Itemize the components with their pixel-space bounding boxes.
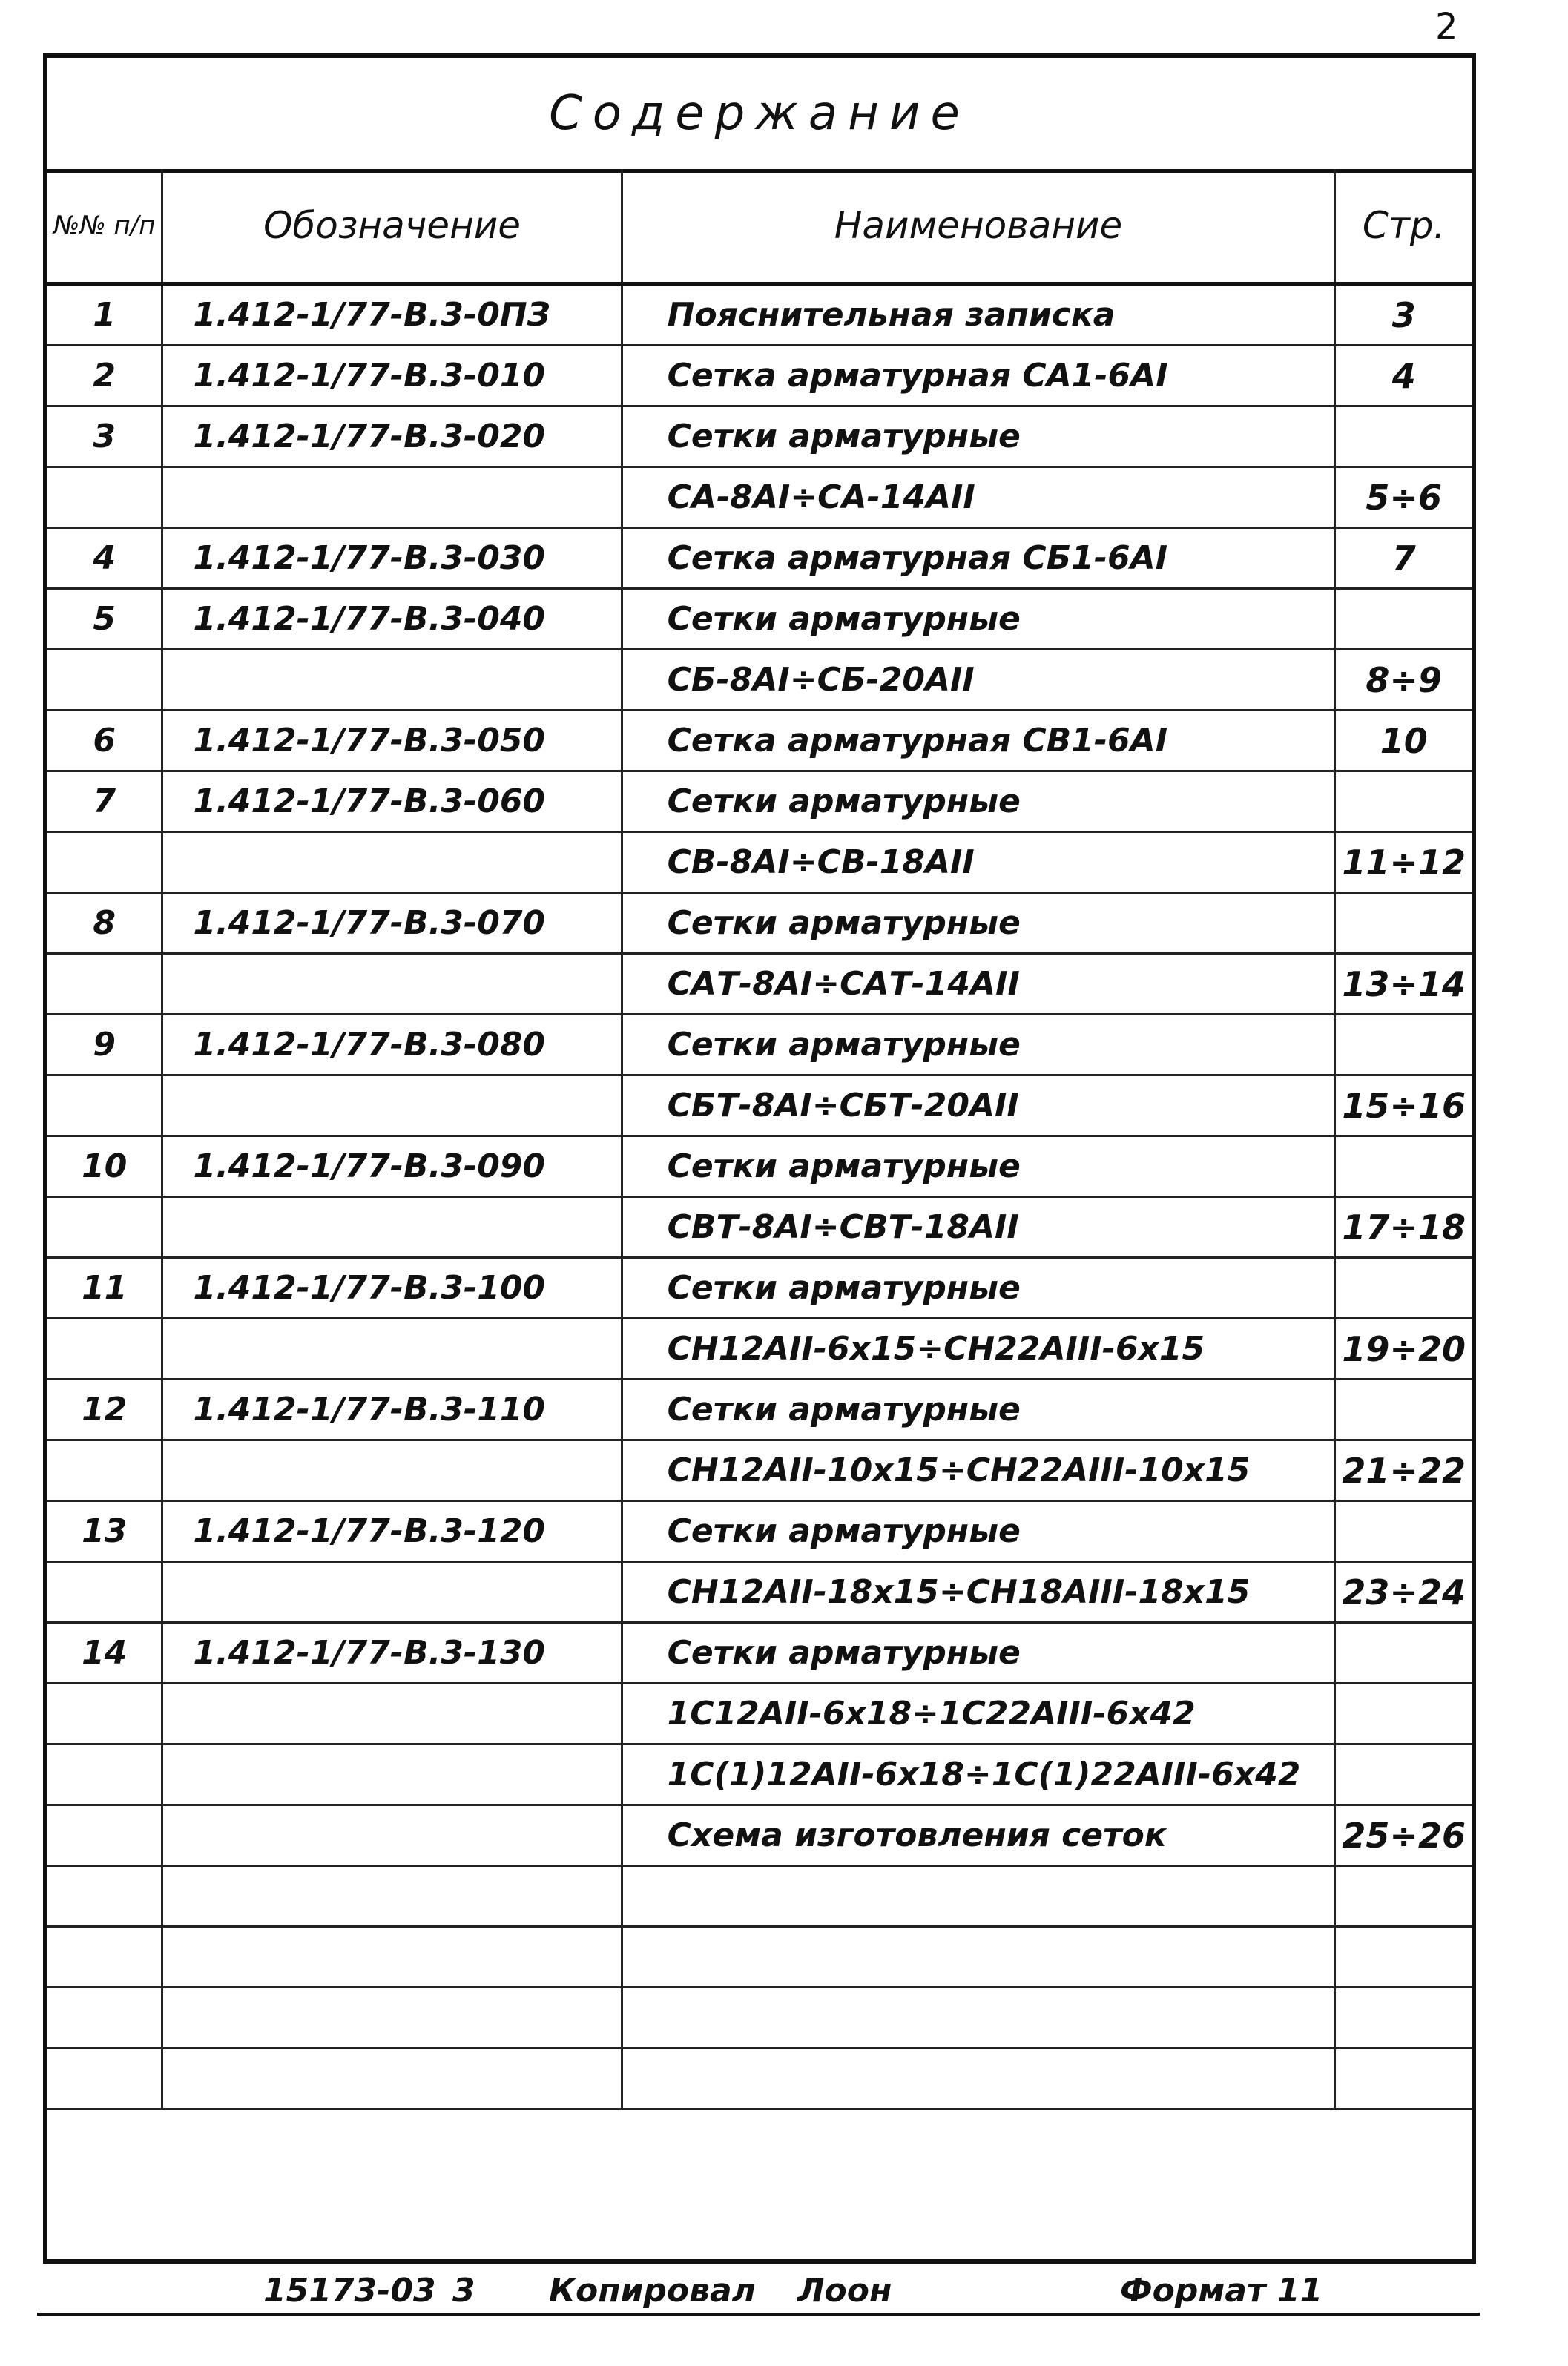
row-number: 7	[47, 771, 162, 832]
table-row	[47, 1805, 1472, 1866]
row-designation: 1.412-1/77-В.3-040	[162, 589, 622, 650]
row-number	[47, 1197, 162, 1258]
row-page	[1335, 1684, 1472, 1744]
row-number: 12	[47, 1380, 162, 1440]
row-designation	[162, 1197, 622, 1258]
row-page: 11÷12	[1335, 832, 1472, 893]
contents-table	[47, 169, 1472, 2110]
row-designation	[162, 954, 622, 1015]
row-number	[47, 1075, 162, 1136]
table-row	[47, 1866, 1472, 1927]
table-row	[47, 1319, 1472, 1380]
row-name: Схема изготовления сеток	[622, 1805, 1335, 1866]
row-designation: 1.412-1/77-В.3-0ПЗ	[162, 284, 622, 346]
row-designation	[162, 832, 622, 893]
table-row	[47, 346, 1472, 406]
table-row	[47, 1380, 1472, 1440]
row-number	[47, 650, 162, 711]
footer-order-number: 15173-03	[263, 2271, 436, 2310]
row-number	[47, 1562, 162, 1623]
table-row	[47, 1440, 1472, 1501]
row-number	[47, 1988, 162, 2049]
row-number	[47, 1684, 162, 1744]
row-page: 10	[1335, 711, 1472, 771]
row-designation: 1.412-1/77-В.3-070	[162, 893, 622, 954]
row-number	[47, 832, 162, 893]
footer-underline	[37, 2313, 1480, 2316]
table-row	[47, 954, 1472, 1015]
row-page: 13÷14	[1335, 954, 1472, 1015]
row-name: Сетка арматурная СБ1-6АI	[622, 528, 1335, 589]
row-name: 1С12АII-6х18÷1С22АIII-6х42	[622, 1684, 1335, 1744]
row-name: СБ-8АI÷СБ-20АII	[622, 650, 1335, 711]
row-number: 10	[47, 1136, 162, 1197]
row-name	[622, 1866, 1335, 1927]
row-designation: 1.412-1/77-В.3-020	[162, 406, 622, 467]
row-designation	[162, 1927, 622, 1988]
row-number	[47, 2049, 162, 2109]
row-designation: 1.412-1/77-В.3-080	[162, 1015, 622, 1075]
row-page	[1335, 1927, 1472, 1988]
contents-body	[47, 284, 1472, 2109]
table-row	[47, 1562, 1472, 1623]
table-row	[47, 467, 1472, 528]
row-designation: 1.412-1/77-В.3-030	[162, 528, 622, 589]
table-row	[47, 2049, 1472, 2109]
table-row	[47, 1075, 1472, 1136]
table-row	[47, 893, 1472, 954]
row-number	[47, 1744, 162, 1805]
row-designation: 1.412-1/77-В.3-090	[162, 1136, 622, 1197]
row-designation	[162, 1319, 622, 1380]
row-page	[1335, 1988, 1472, 2049]
table-row	[47, 711, 1472, 771]
row-name: Сетка арматурная СА1-6АI	[622, 346, 1335, 406]
header-designation: Обозначение	[162, 169, 622, 284]
row-page	[1335, 1744, 1472, 1805]
row-number: 3	[47, 406, 162, 467]
row-page: 7	[1335, 528, 1472, 589]
table-row	[47, 1015, 1472, 1075]
table-row	[47, 1197, 1472, 1258]
page-number: 2	[1435, 6, 1458, 47]
row-name: Сетки арматурные	[622, 589, 1335, 650]
row-page: 23÷24	[1335, 1562, 1472, 1623]
row-page	[1335, 406, 1472, 467]
footer-copier-name: Лоон	[797, 2271, 892, 2310]
row-designation: 1.412-1/77-В.3-010	[162, 346, 622, 406]
row-designation: 1.412-1/77-В.3-060	[162, 771, 622, 832]
row-designation	[162, 2049, 622, 2109]
document-title: Содержание	[47, 58, 1472, 173]
table-row	[47, 406, 1472, 467]
row-number: 8	[47, 893, 162, 954]
row-designation	[162, 1562, 622, 1623]
row-name: СВТ-8АI÷СВТ-18АII	[622, 1197, 1335, 1258]
row-name: Сетки арматурные	[622, 1380, 1335, 1440]
row-number: 5	[47, 589, 162, 650]
table-row	[47, 1501, 1472, 1562]
row-page: 21÷22	[1335, 1440, 1472, 1501]
table-row	[47, 1258, 1472, 1319]
footer-format: Формат 11	[1120, 2271, 1323, 2310]
row-page	[1335, 893, 1472, 954]
table-row	[47, 771, 1472, 832]
row-page	[1335, 1866, 1472, 1927]
row-designation	[162, 1988, 622, 2049]
row-page	[1335, 1136, 1472, 1197]
row-page	[1335, 589, 1472, 650]
table-row	[47, 1623, 1472, 1684]
row-name	[622, 1988, 1335, 2049]
row-designation: 1.412-1/77-В.3-120	[162, 1501, 622, 1562]
table-row	[47, 1136, 1472, 1197]
table-row	[47, 1744, 1472, 1805]
table-row	[47, 650, 1472, 711]
header-name: Наименование	[622, 169, 1335, 284]
row-name: Сетки арматурные	[622, 406, 1335, 467]
row-name: Сетки арматурные	[622, 1015, 1335, 1075]
row-name: СН12АII-18х15÷СН18АIII-18х15	[622, 1562, 1335, 1623]
row-page	[1335, 1258, 1472, 1319]
row-name: Сетки арматурные	[622, 1136, 1335, 1197]
row-name: Сетки арматурные	[622, 893, 1335, 954]
document-frame	[43, 53, 1476, 2264]
row-name: СА-8АI÷СА-14АII	[622, 467, 1335, 528]
table-row	[47, 1684, 1472, 1744]
row-designation	[162, 1440, 622, 1501]
table-row	[47, 284, 1472, 346]
row-designation: 1.412-1/77-В.3-110	[162, 1380, 622, 1440]
row-number: 9	[47, 1015, 162, 1075]
row-name: Сетки арматурные	[622, 771, 1335, 832]
row-page: 25÷26	[1335, 1805, 1472, 1866]
row-name: Сетки арматурные	[622, 1258, 1335, 1319]
row-page	[1335, 1501, 1472, 1562]
row-designation	[162, 1684, 622, 1744]
row-designation: 1.412-1/77-В.3-100	[162, 1258, 622, 1319]
row-name: СБТ-8АI÷СБТ-20АII	[622, 1075, 1335, 1136]
row-designation	[162, 1866, 622, 1927]
row-page: 3	[1335, 284, 1472, 346]
table-row	[47, 1927, 1472, 1988]
row-page	[1335, 771, 1472, 832]
row-name: САТ-8АI÷САТ-14АII	[622, 954, 1335, 1015]
row-designation: 1.412-1/77-В.3-130	[162, 1623, 622, 1684]
row-page: 19÷20	[1335, 1319, 1472, 1380]
row-page	[1335, 1380, 1472, 1440]
row-page	[1335, 1623, 1472, 1684]
row-number	[47, 1319, 162, 1380]
row-name: СН12АII-10х15÷СН22АIII-10х15	[622, 1440, 1335, 1501]
row-name: 1С(1)12АII-6х18÷1С(1)22АIII-6х42	[622, 1744, 1335, 1805]
row-page	[1335, 2049, 1472, 2109]
row-page: 8÷9	[1335, 650, 1472, 711]
row-name: СВ-8АI÷СВ-18АII	[622, 832, 1335, 893]
header-page: Стр.	[1335, 169, 1472, 284]
footer-sheet: 3	[452, 2271, 475, 2310]
row-number	[47, 1866, 162, 1927]
contents-header-row	[47, 169, 1472, 284]
row-page	[1335, 1015, 1472, 1075]
row-number	[47, 467, 162, 528]
row-name: Сетки арматурные	[622, 1623, 1335, 1684]
header-number: №№ п/п	[47, 169, 162, 284]
row-number	[47, 954, 162, 1015]
row-page: 15÷16	[1335, 1075, 1472, 1136]
row-page: 4	[1335, 346, 1472, 406]
row-number: 14	[47, 1623, 162, 1684]
row-number	[47, 1440, 162, 1501]
row-number	[47, 1805, 162, 1866]
row-page: 17÷18	[1335, 1197, 1472, 1258]
row-designation	[162, 1075, 622, 1136]
row-number: 13	[47, 1501, 162, 1562]
row-number	[47, 1927, 162, 1988]
row-designation: 1.412-1/77-В.3-050	[162, 711, 622, 771]
row-name: СН12АII-6х15÷СН22АIII-6х15	[622, 1319, 1335, 1380]
row-designation	[162, 650, 622, 711]
row-name: Сетка арматурная СВ1-6АI	[622, 711, 1335, 771]
row-number: 2	[47, 346, 162, 406]
footer-copied-label: Копировал	[549, 2271, 756, 2310]
row-number: 11	[47, 1258, 162, 1319]
row-number: 6	[47, 711, 162, 771]
table-row	[47, 1988, 1472, 2049]
row-name: Сетки арматурные	[622, 1501, 1335, 1562]
row-name: Пояснительная записка	[622, 284, 1335, 346]
row-designation	[162, 1805, 622, 1866]
row-number: 1	[47, 284, 162, 346]
row-designation	[162, 1744, 622, 1805]
table-row	[47, 589, 1472, 650]
table-row	[47, 528, 1472, 589]
row-designation	[162, 467, 622, 528]
row-name	[622, 2049, 1335, 2109]
row-page: 5÷6	[1335, 467, 1472, 528]
table-row	[47, 832, 1472, 893]
row-name	[622, 1927, 1335, 1988]
row-number: 4	[47, 528, 162, 589]
